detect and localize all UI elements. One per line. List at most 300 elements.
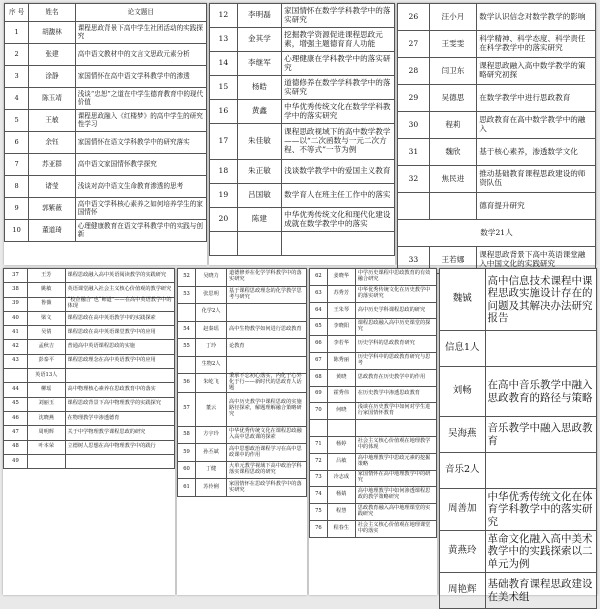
row-name: 董道琦 xyxy=(29,220,75,242)
row-title: 推动基础教育课程思政建设的师资队伍 xyxy=(477,166,596,193)
row-name: 彭泰平 xyxy=(27,354,65,368)
row-title: 课程思政在高中英语教学中的实践探索 xyxy=(65,311,174,325)
row-name: 金其学 xyxy=(237,28,281,52)
row-no: 54 xyxy=(178,321,196,339)
row-no: 59 xyxy=(178,444,196,462)
row-no: 44 xyxy=(4,383,28,397)
row-name: 刘畅 xyxy=(440,367,486,417)
row-name: 苏秀芳 xyxy=(327,285,355,302)
row-name: 王雯雯 xyxy=(429,31,477,58)
row-no: 1 xyxy=(5,22,29,44)
row-title: 普通高中英语课程思政的实施 xyxy=(65,340,174,354)
row-no: 15 xyxy=(210,76,238,100)
table-row xyxy=(5,132,207,154)
table-row xyxy=(310,352,437,369)
row-title: 家国情怀在高中地理教学中的研究 xyxy=(355,470,436,487)
row-name: 胡馥林 xyxy=(29,22,75,44)
row-title: 高中生物教学如何进行思政教育 xyxy=(227,321,307,339)
row-title: 课程思政融入高中英语阅读教学的实践研究 xyxy=(65,269,174,283)
row-title: 课程思政背景下高中英语课堂融入中国文化的实践研究 xyxy=(477,247,596,274)
row-title xyxy=(355,420,436,437)
row-title: 数学认识信念对数学教学的影响 xyxy=(477,4,596,31)
row-title: 家国情怀在思政学科教学中的落实研究 xyxy=(227,479,307,497)
row-no: 52 xyxy=(178,269,196,287)
row-title xyxy=(485,453,596,489)
table-row xyxy=(178,444,307,462)
row-no: 47 xyxy=(4,426,28,440)
row-title: 在历史教学中渗透思政教育 xyxy=(355,386,436,403)
row-title: 中华优秀传统文化在历史教学中的落实研究 xyxy=(355,285,436,302)
group-count-row xyxy=(178,356,307,374)
row-no: 27 xyxy=(398,31,430,58)
table-row xyxy=(4,283,175,297)
table-row xyxy=(310,302,437,319)
row-title: 中华优秀传统文化和现代化建设成就在数学教学中的落实 xyxy=(282,208,395,232)
table-row xyxy=(310,504,437,521)
row-title: 道德修养在化学学科教学中的落实研究 xyxy=(227,269,307,287)
table-row xyxy=(4,354,175,368)
row-no: 66 xyxy=(310,336,328,353)
chinese-thesis-table-panel xyxy=(4,3,207,265)
row-no: 39 xyxy=(4,297,28,311)
table-row xyxy=(398,166,596,193)
group-count-row xyxy=(440,331,597,367)
table-row xyxy=(5,22,207,44)
row-name: 赵秦瑶 xyxy=(196,321,227,339)
row-name: 张思明 xyxy=(196,286,227,304)
table-row xyxy=(5,88,207,110)
row-title: 英语课堂融入社会主义核心价值观的教学研究 xyxy=(65,283,174,297)
row-title: 课程思政背景下高中学生社团活动的实践探究 xyxy=(75,22,206,44)
row-title: 高中信息技术课程中课程思政实施设计存在的问题及其解决办法研究报告 xyxy=(485,269,596,331)
row-name: 吕国敏 xyxy=(237,184,281,208)
group-count-label: 英语13人 xyxy=(27,369,65,383)
row-title: 秉承不忘初心落实，内化于心外化于行——新时代的思政育人话题 xyxy=(227,374,307,393)
row-name: 程莉 xyxy=(429,112,477,139)
table-row xyxy=(440,489,597,531)
thesis-table-6 xyxy=(309,268,437,538)
row-no: 53 xyxy=(178,286,196,304)
row-title: 高中物理核心素养在思政教育中的落实 xyxy=(65,383,174,397)
table-row xyxy=(440,573,597,609)
row-no: 73 xyxy=(310,470,328,487)
row-name xyxy=(27,454,65,468)
row-title: 课程思政背景下高中物理教学的实践探究 xyxy=(65,397,174,411)
row-no: 16 xyxy=(210,100,238,124)
group-count-label: 数学21人 xyxy=(398,220,596,247)
table-row xyxy=(440,417,597,453)
row-name: 诸莹 xyxy=(29,176,75,198)
table-row xyxy=(310,319,437,336)
row-no: 76 xyxy=(310,520,328,537)
row-name: 李继军 xyxy=(237,52,281,76)
row-name xyxy=(327,420,355,437)
table-row xyxy=(178,374,307,393)
row-name: 程春生 xyxy=(327,520,355,537)
row-name: 李若华 xyxy=(327,336,355,353)
row-title: 思政教育在历史教学中的作用 xyxy=(355,369,436,386)
row-no: 37 xyxy=(4,269,28,283)
table-row xyxy=(310,386,437,403)
row-title: 家国情怀在数学学科教学中的落实研究 xyxy=(282,4,395,28)
row-no: 71 xyxy=(310,436,328,453)
table-row xyxy=(178,286,307,304)
row-no: 70 xyxy=(310,403,328,420)
row-title xyxy=(65,369,174,383)
table-row xyxy=(310,269,437,286)
row-no: 63 xyxy=(310,285,328,302)
row-no: 72 xyxy=(310,453,328,470)
table-row xyxy=(178,426,307,444)
row-title: 心理健康在学科教学中的落实研究 xyxy=(282,52,395,76)
row-no: 62 xyxy=(310,269,328,286)
row-name: 周明辉 xyxy=(27,426,65,440)
table-row xyxy=(398,139,596,166)
row-title: 课程思政理念在高中英语教学中的应用 xyxy=(65,354,174,368)
row-name: 吴倩 xyxy=(27,326,65,340)
table-row xyxy=(4,340,175,354)
row-no: 12 xyxy=(210,4,238,28)
group-count-row xyxy=(440,453,597,489)
row-name: 叶本荣 xyxy=(27,440,65,454)
row-title: 立德树人思想在高中物理教学中的践行 xyxy=(65,440,174,454)
row-title: 课程思政视域下的高中数学教学——以“二次函数与一元二次方程、不等式”一节为例 xyxy=(282,124,395,160)
row-title: 课程思政融入高中数学教学的策略研究初探 xyxy=(477,58,596,85)
table-row xyxy=(178,479,307,497)
row-title: 高中语文教材中的文言文思政元素分析 xyxy=(75,44,206,66)
row-title: 思政教育在高中数学教学中的融入 xyxy=(477,112,596,139)
row-title: 社会主义核心价值观在地理课堂中的落实 xyxy=(355,520,436,537)
row-name: 余钰 xyxy=(29,132,75,154)
row-name: 涂静 xyxy=(29,66,75,88)
row-title: 浅谈“忠恕”之道在中学生德育教育中的现代价值 xyxy=(75,88,206,110)
row-name: 姚敏 xyxy=(27,283,65,297)
table-row xyxy=(310,453,437,470)
row-title xyxy=(227,304,307,322)
table-row xyxy=(178,269,307,287)
row-name: 陈秀丽 xyxy=(327,352,355,369)
table-row xyxy=(310,336,437,353)
row-no: 8 xyxy=(5,176,29,198)
table-row xyxy=(398,193,596,220)
row-no xyxy=(178,304,196,322)
table-row xyxy=(178,461,307,479)
row-no: 5 xyxy=(5,110,29,132)
table-row xyxy=(440,367,597,417)
row-name: 焦民进 xyxy=(429,166,477,193)
row-name: 孙丕斌 xyxy=(196,444,227,462)
row-title: 中学历史课程中思政教育的有效融合研究 xyxy=(355,269,436,286)
row-no: 60 xyxy=(178,461,196,479)
header-title: 论文题目 xyxy=(75,4,206,22)
table-row xyxy=(4,440,175,454)
row-title: “校企融合”也“师道”——在高中英语教学中的体现 xyxy=(65,297,174,311)
row-name: 鲁薇 xyxy=(27,297,65,311)
english-physics-table-panel xyxy=(3,268,175,595)
row-title: 挖掘教学资源促进课程思政元素，增强主题德育育人功能 xyxy=(282,28,395,52)
chem-bio-politics-table-panel xyxy=(177,268,307,595)
row-no: 48 xyxy=(4,440,28,454)
row-no: 13 xyxy=(210,28,238,52)
table-row xyxy=(310,285,437,302)
row-no: 33 xyxy=(398,247,430,274)
row-no: 31 xyxy=(398,139,430,166)
group-count-row xyxy=(398,220,596,247)
row-no: 7 xyxy=(5,154,29,176)
table-row xyxy=(310,369,437,386)
row-name: 霍秀伟 xyxy=(327,386,355,403)
row-name: 汪小月 xyxy=(429,4,477,31)
table-row xyxy=(5,220,207,242)
group-count-label: 生物2人 xyxy=(196,356,227,374)
row-title: 历史学科的思政教育研究 xyxy=(355,336,436,353)
row-title: 关于中学物理教学课程思政的研究 xyxy=(65,426,174,440)
table-row xyxy=(398,58,596,85)
it-music-art-table-panel xyxy=(439,268,597,603)
table-row xyxy=(210,124,395,160)
row-name: 吴德思 xyxy=(429,85,477,112)
row-no xyxy=(4,369,28,383)
row-no: 6 xyxy=(5,132,29,154)
row-name: 周善加 xyxy=(440,489,486,531)
row-title: 音乐教学中融入思政教育 xyxy=(485,417,596,453)
table-row xyxy=(178,392,307,426)
row-no: 46 xyxy=(4,411,28,425)
row-title: 课程思政融入《红楼梦》的高中学生的研究性学习 xyxy=(75,110,206,132)
table-row xyxy=(210,28,395,52)
row-no: 58 xyxy=(178,426,196,444)
row-title: 革命文化融入高中美术教学中的实践探索以二单元为例 xyxy=(485,531,596,573)
row-no: 69 xyxy=(310,386,328,403)
thesis-table-1 xyxy=(4,3,207,242)
row-title: 德育提升研究 xyxy=(477,193,596,220)
row-name: 周艳辉 xyxy=(440,573,486,609)
row-no: 38 xyxy=(4,283,28,297)
table-row xyxy=(4,326,175,340)
table-row xyxy=(5,198,207,220)
table-row xyxy=(4,297,175,311)
row-title: 课程思政在高中英语课堂教学中的应用 xyxy=(65,326,174,340)
row-title: 高中历史学科课程思政的研究 xyxy=(355,302,436,319)
row-name: 李明磊 xyxy=(237,4,281,28)
table-row xyxy=(210,232,395,256)
row-name: 杨皓 xyxy=(237,76,281,100)
row-title: 科学精神、科学态度、科学责任在科学教学中的落实研究 xyxy=(477,31,596,58)
group-count-label: 化学2人 xyxy=(196,304,227,322)
row-name: 杨婧 xyxy=(327,487,355,504)
row-name: 魏欣 xyxy=(429,139,477,166)
row-title: 历史学科中的思政教育研究与思考 xyxy=(355,352,436,369)
row-title: 浅谈数学教学中的爱国主义教育 xyxy=(282,160,395,184)
table-row xyxy=(310,487,437,504)
row-no: 29 xyxy=(398,85,430,112)
row-name: 黄晓 xyxy=(327,369,355,386)
thesis-table-4 xyxy=(3,268,175,469)
row-no: 65 xyxy=(310,319,328,336)
row-name: 王若娜 xyxy=(429,247,477,274)
row-title: 道德修养在数学学科教学中的落实研究 xyxy=(282,76,395,100)
row-no: 64 xyxy=(310,302,328,319)
table-row xyxy=(398,4,596,31)
row-name: 黄燕玲 xyxy=(440,531,486,573)
table-row xyxy=(210,208,395,232)
group-count-row xyxy=(4,369,175,383)
row-title: 基础教育课程思政建设在美术组 xyxy=(485,573,596,609)
row-title: 基于核心素养，渗透数学文化 xyxy=(477,139,596,166)
row-title: 浅谈在历史教学中如何对学生进行家国情怀教育 xyxy=(355,403,436,420)
table-row xyxy=(310,520,437,537)
row-no: 61 xyxy=(178,479,196,497)
table-row xyxy=(4,311,175,325)
row-title: 基于课程思政理念的化学教学思考与研究 xyxy=(227,286,307,304)
table-row xyxy=(310,403,437,420)
table-row xyxy=(440,531,597,573)
table-row xyxy=(178,321,307,339)
row-title: 中华优秀传统文化在体育学科教学中的落实研究 xyxy=(485,489,596,531)
table-row xyxy=(310,436,437,453)
row-name: 丁健 xyxy=(196,461,227,479)
row-title: 高中历史教学中课程思政的实施路径探索，解题理解融合策略研究 xyxy=(227,392,307,426)
row-title xyxy=(227,356,307,374)
row-name: 王朱琴 xyxy=(327,302,355,319)
row-title: 家国情怀在高中语文学科教学中的渗透 xyxy=(75,66,206,88)
header-name: 姓名 xyxy=(29,4,75,22)
row-name: 李晓阳 xyxy=(327,319,355,336)
row-title: 中华优秀传统文化在课程思政融入高中思政课的探索 xyxy=(227,426,307,444)
row-no: 67 xyxy=(310,352,328,369)
row-title: 在物理教学中渗透德育 xyxy=(65,411,174,425)
row-name: 方宇玲 xyxy=(196,426,227,444)
row-name: 陈建 xyxy=(237,208,281,232)
row-name: 柳瑶 xyxy=(27,383,65,397)
row-title: 家国情怀在语文学科教学中的研究落实 xyxy=(75,132,206,154)
row-title: 在高中音乐教学中融入思政教育的路径与策略 xyxy=(485,367,596,417)
group-count-label: 音乐2人 xyxy=(440,453,486,489)
table-row xyxy=(5,110,207,132)
row-no: 42 xyxy=(4,340,28,354)
row-no: 10 xyxy=(5,220,29,242)
row-name: 张建 xyxy=(29,44,75,66)
row-no: 40 xyxy=(4,311,28,325)
row-name: 王芳 xyxy=(27,269,65,283)
row-name: 何晓 xyxy=(327,403,355,420)
row-no: 30 xyxy=(398,112,430,139)
row-no: 32 xyxy=(398,166,430,193)
table-row xyxy=(178,339,307,357)
table-row xyxy=(4,411,175,425)
row-title: 高中地理教学中思政元素的挖掘策略 xyxy=(355,453,436,470)
row-title: 高中语文学科核心素养之如何培养学生的家国情怀 xyxy=(75,198,206,220)
math-thesis-table-panel xyxy=(209,3,395,265)
row-name: 苏伶俐 xyxy=(196,479,227,497)
row-no: 18 xyxy=(210,160,238,184)
row-name: 王敏 xyxy=(29,110,75,132)
row-title xyxy=(485,331,596,367)
row-no xyxy=(210,232,238,256)
row-name: 程慧 xyxy=(327,504,355,521)
row-no: 74 xyxy=(310,487,328,504)
thesis-table-7 xyxy=(439,268,597,609)
row-name: 吴晓力 xyxy=(196,269,227,287)
row-no: 20 xyxy=(210,208,238,232)
row-no: 45 xyxy=(4,397,28,411)
row-title xyxy=(65,454,174,468)
thesis-table-2 xyxy=(209,3,395,256)
row-no: 68 xyxy=(310,369,328,386)
row-no xyxy=(310,420,328,437)
table-row xyxy=(4,397,175,411)
table-row xyxy=(5,44,207,66)
row-title: 大单元教学视域下高中政治学科落实课程思政的研究 xyxy=(227,461,307,479)
math-thesis-table-panel-2 xyxy=(397,3,596,268)
row-name: 沈晓燕 xyxy=(27,411,65,425)
table-row xyxy=(310,420,437,437)
table-row xyxy=(398,112,596,139)
row-name: 黄鑫 xyxy=(237,100,281,124)
row-title: 高中地理教学中如何渗透课程思政的教学策略研究 xyxy=(355,487,436,504)
row-no: 57 xyxy=(178,392,196,426)
row-name xyxy=(429,193,477,220)
row-name: 姜晓华 xyxy=(327,269,355,286)
row-no: 3 xyxy=(5,66,29,88)
row-title: 社会主义核心价值观在地理教学中的体现 xyxy=(355,436,436,453)
table-row xyxy=(398,31,596,58)
table-row xyxy=(210,76,395,100)
table-row xyxy=(5,66,207,88)
row-title xyxy=(282,232,395,256)
row-name: 杨婷 xyxy=(327,436,355,453)
row-name: 丁玲 xyxy=(196,339,227,357)
table-row xyxy=(210,100,395,124)
row-no: 43 xyxy=(4,354,28,368)
row-name: 孟秋吉 xyxy=(27,340,65,354)
group-count-row xyxy=(178,304,307,322)
row-no: 49 xyxy=(4,454,28,468)
row-name: 吕敏 xyxy=(327,453,355,470)
row-name: 闫卫东 xyxy=(429,58,477,85)
row-title: 课程思政融入高中历史课堂的探究 xyxy=(355,319,436,336)
table-row xyxy=(4,454,175,468)
row-name: 郭紫薇 xyxy=(29,198,75,220)
row-no: 17 xyxy=(210,124,238,160)
header-no: 序 号 xyxy=(5,4,29,22)
table-row xyxy=(210,184,395,208)
row-title: 中华优秀传统文化在数学学科教学中的落实研究 xyxy=(282,100,395,124)
row-no: 19 xyxy=(210,184,238,208)
row-no xyxy=(178,356,196,374)
table-row xyxy=(5,176,207,198)
table-row xyxy=(210,52,395,76)
row-name: 吴海燕 xyxy=(440,417,486,453)
row-name: 朱正敏 xyxy=(237,160,281,184)
row-name xyxy=(237,232,281,256)
row-name: 苏亚群 xyxy=(29,154,75,176)
row-no: 2 xyxy=(5,44,29,66)
thesis-table-3 xyxy=(397,3,596,274)
row-title: 论教育 xyxy=(227,339,307,357)
row-name: 朱屹飞 xyxy=(196,374,227,393)
row-no: 9 xyxy=(5,198,29,220)
row-no: 41 xyxy=(4,326,28,340)
table-row xyxy=(210,4,395,28)
table-row xyxy=(5,154,207,176)
row-name: 魏铖 xyxy=(440,269,486,331)
row-name: 董云 xyxy=(196,392,227,426)
row-title: 心理健康教育在语文学科教学中的实践与创新 xyxy=(75,220,206,242)
row-name: 梁文 xyxy=(27,311,65,325)
row-no: 26 xyxy=(398,4,430,31)
row-no: 28 xyxy=(398,58,430,85)
